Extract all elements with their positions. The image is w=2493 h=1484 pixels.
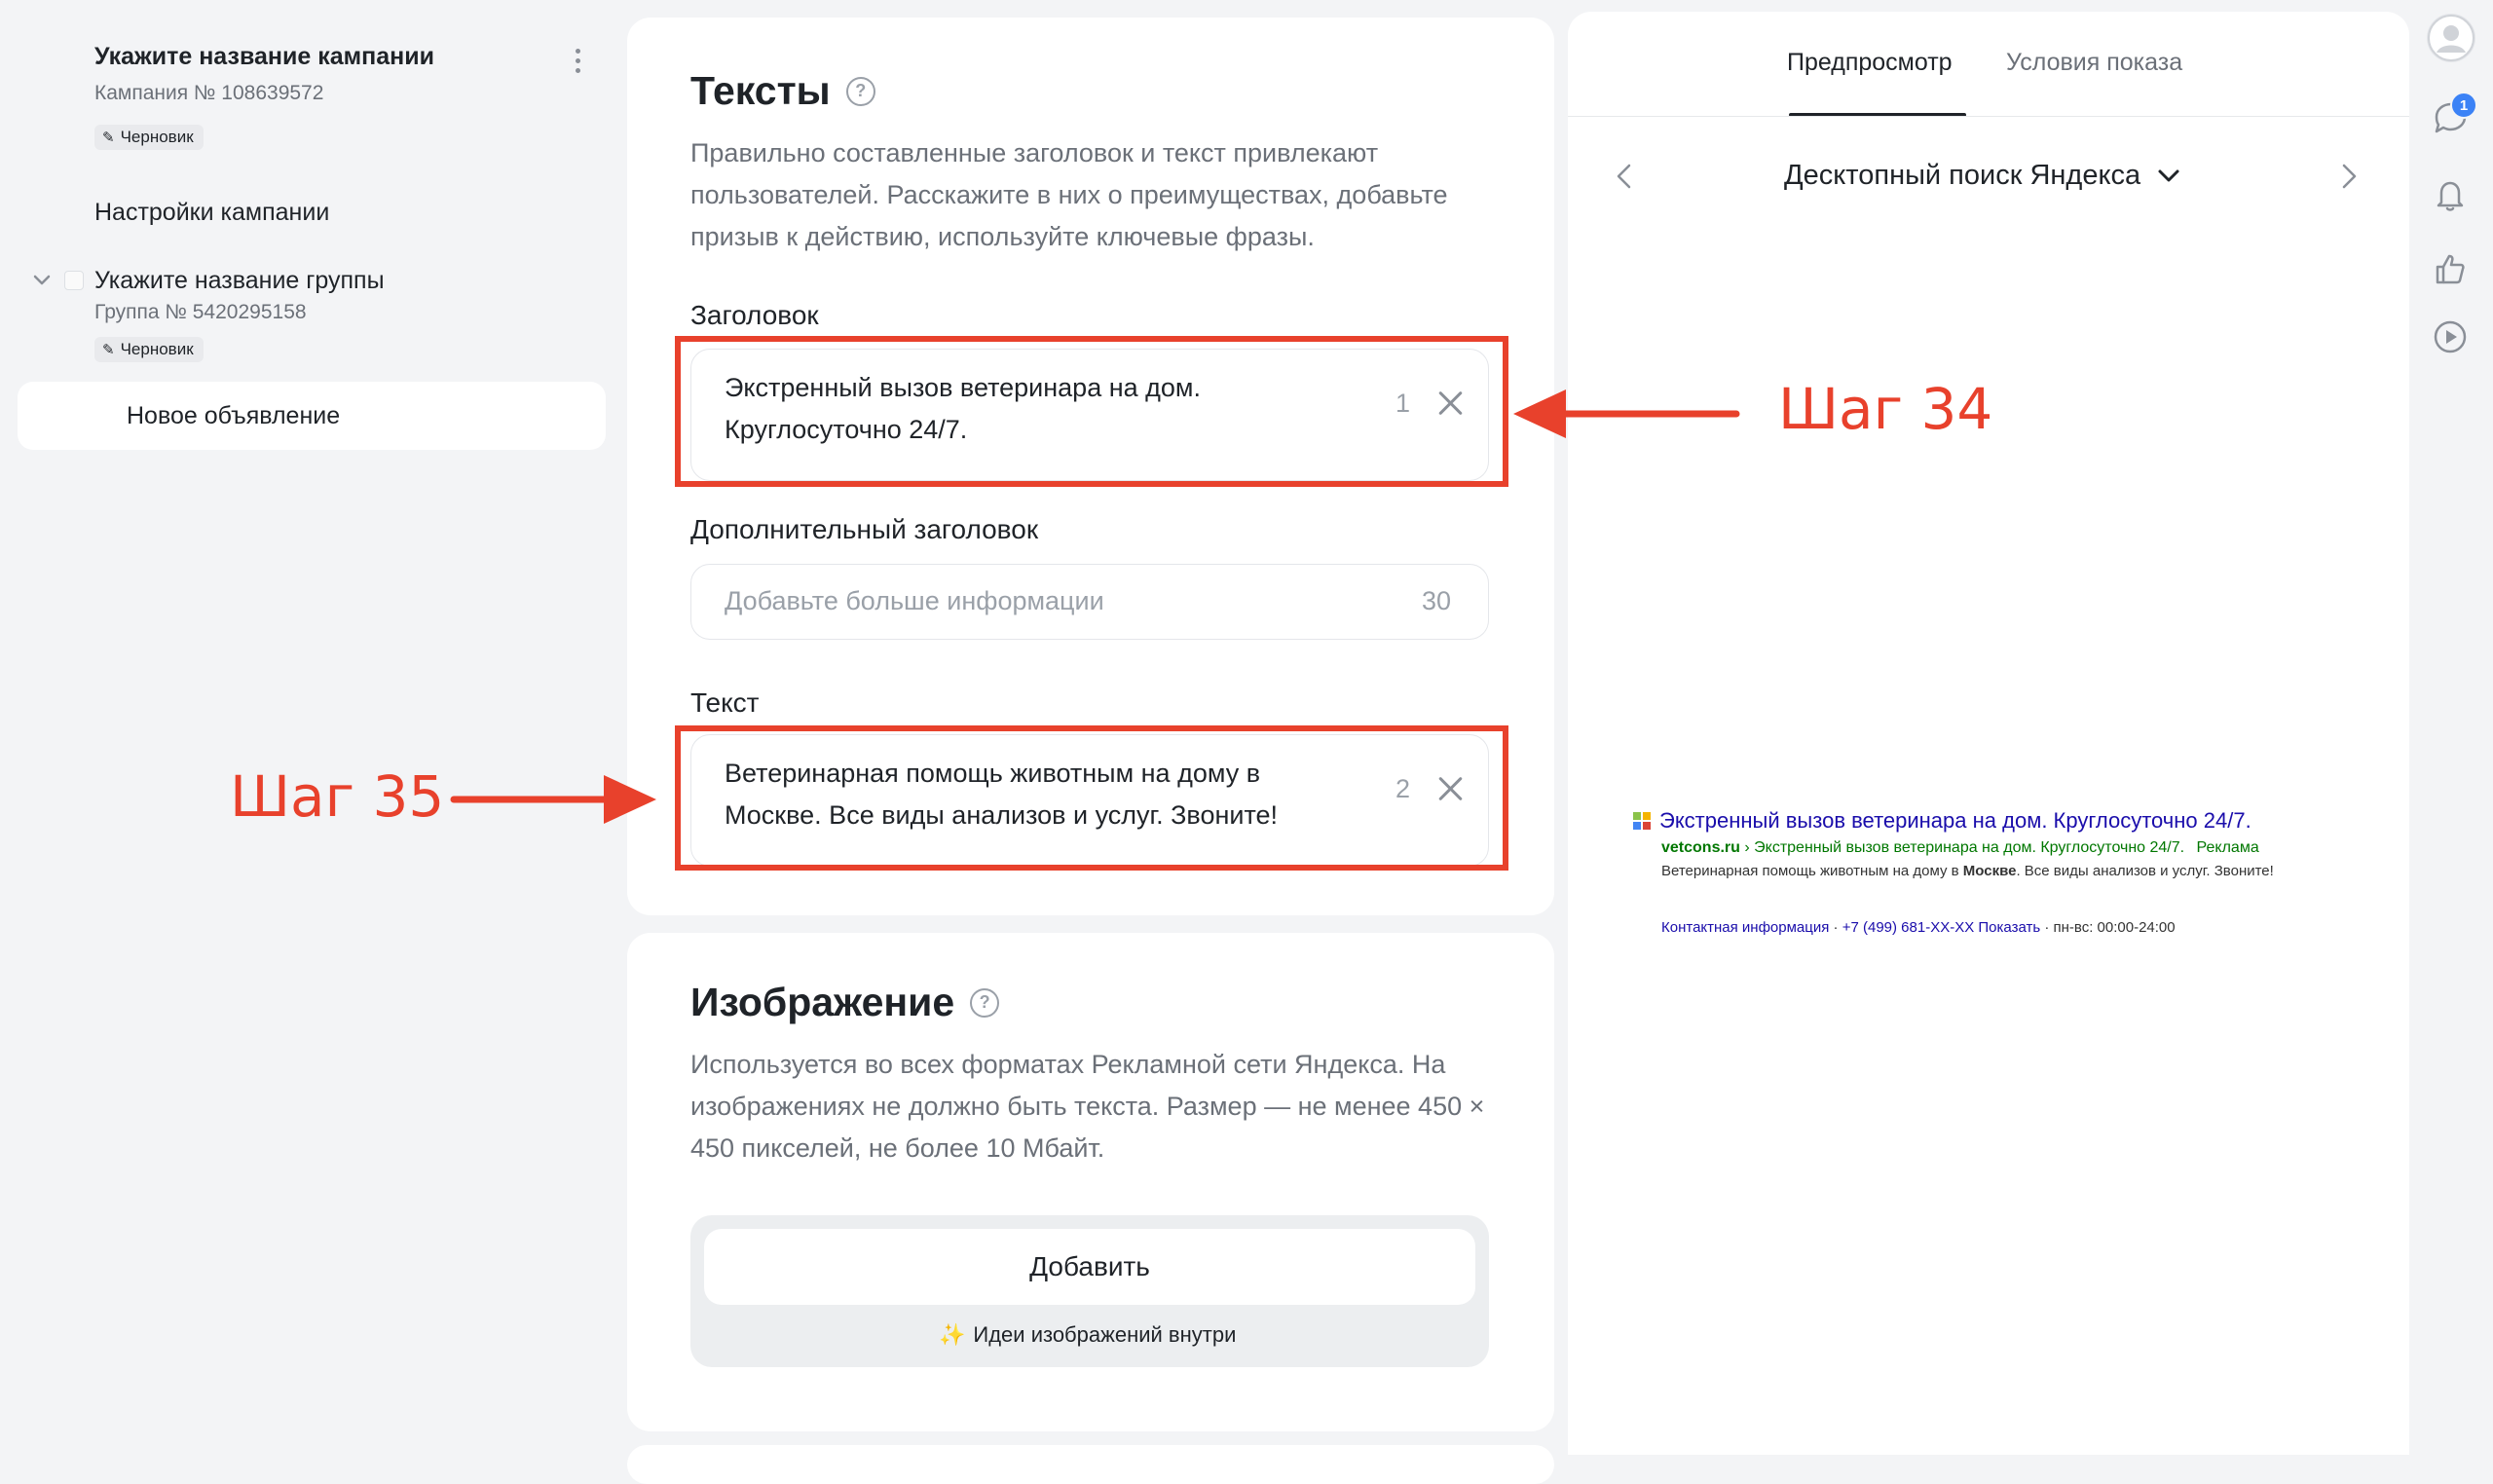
image-heading [690, 980, 999, 1025]
ad-preview-title[interactable] [1632, 808, 2251, 834]
sidebar-item-new-ad[interactable] [18, 382, 606, 450]
ad-preview-sitelinks: Контактная информация · +7 (499) 681-XX-XX Показать · пн-вс: 00:00-24:00 [1661, 919, 2176, 936]
campaign-settings-link[interactable]: Настройки кампании [94, 199, 330, 226]
campaign-sidebar [0, 0, 623, 1455]
favicon-icon [1632, 811, 1652, 831]
step34-highlight-frame [675, 336, 1508, 487]
step34-arrow [1507, 380, 1741, 448]
image-ideas-link[interactable] [939, 1322, 1236, 1348]
ad-path: › Экстренный вызов ветеринара на дом. Круглосуточно 24/7. [1744, 839, 2185, 856]
ad-phone[interactable]: +7 (499) 681-XX-XX Показать [1842, 919, 2041, 936]
add-image-button[interactable]: Добавить [704, 1229, 1475, 1305]
texts-title: Тексты [690, 68, 831, 113]
image-description: Используется во всех форматах Рекламной сети Яндекса. На изображениях не должно быть текста. Размер — не менее 450 × 450 пикселей, не более 10 Мбайт. [690, 1050, 1485, 1163]
headline-label: Заголовок [690, 300, 819, 330]
ad-label: Реклама [2196, 839, 2259, 856]
campaign-title[interactable]: Укажите название кампании [94, 43, 434, 70]
ad-contact-link[interactable]: Контактная информация [1661, 919, 1830, 936]
extra-headline-counter: 30 [1422, 586, 1452, 615]
help-icon[interactable]: ? [970, 988, 999, 1018]
step35-label: Шаг 35 [230, 763, 445, 830]
extra-headline-field[interactable] [690, 564, 1489, 640]
ad-text-part: Ветеринарная помощь животным на дому в [1661, 863, 1963, 879]
play-icon[interactable] [2431, 317, 2470, 356]
more-options-icon[interactable] [563, 43, 592, 78]
ad-hours: пн-вс: 00:00-24:00 [2053, 919, 2176, 936]
bell-icon[interactable] [2431, 175, 2470, 214]
preview-panel [1568, 12, 2409, 1455]
group-title[interactable]: Укажите название группы [94, 267, 385, 294]
help-icon[interactable]: ? [846, 77, 875, 106]
thumbs-up-icon[interactable] [2431, 249, 2470, 288]
chevron-right-icon[interactable] [2333, 162, 2363, 191]
tabs-divider [1568, 116, 2409, 117]
group-number: Группа № 5420295158 [94, 301, 307, 323]
step35-arrow [448, 765, 662, 834]
ad-domain: vetcons.ru [1661, 839, 1740, 856]
next-card [627, 1445, 1554, 1484]
chevron-down-icon [2156, 164, 2181, 189]
campaign-status-badge [94, 125, 204, 150]
image-title: Изображение [690, 980, 955, 1024]
image-ideas-label: Идеи изображений внутри [973, 1322, 1237, 1347]
text-label: Текст [690, 687, 760, 718]
notification-badge: 1 [2450, 92, 2477, 119]
ad-preview-text [1661, 861, 2324, 882]
texts-heading [690, 68, 875, 114]
group-checkbox[interactable] [64, 271, 84, 290]
ad-preview-title-text: Экстренный вызов ветеринара на дом. Круглосуточно 24/7. [1659, 808, 2251, 833]
tab-preview[interactable]: Предпросмотр [1787, 49, 1953, 76]
sparkle-icon: ✨ [939, 1322, 966, 1347]
headline-counter: 1 [1395, 389, 1411, 418]
chevron-left-icon[interactable] [1611, 162, 1640, 191]
step34-label: Шаг 34 [1778, 376, 1993, 442]
image-upload-area [690, 1215, 1489, 1367]
ad-text-counter: 2 [1395, 774, 1411, 803]
tab-show-conditions[interactable]: Условия показа [2006, 49, 2183, 76]
image-card [627, 933, 1554, 1431]
device-label: Десктопный поиск Яндекса [1784, 160, 2141, 191]
new-ad-label: Новое объявление [127, 401, 341, 429]
user-avatar[interactable] [2427, 14, 2475, 62]
campaign-status-label: Черновик [120, 128, 194, 146]
texts-description: Правильно составленные заголовок и текст привлекают пользователей. Расскажите в них о преимуществах, добавьте призыв к действию, используйте ключевые фразы. [690, 138, 1448, 251]
ad-text-value[interactable]: Ветеринарная помощь животным на дому в Москве. Все виды анализов и услуг. Звоните! [725, 759, 1279, 830]
pencil-icon: ✎ [102, 342, 115, 358]
extra-headline-placeholder[interactable]: Добавьте больше информации [725, 586, 1104, 615]
group-status-label: Черновик [120, 340, 194, 358]
campaign-number: Кампания № 108639572 [94, 82, 324, 104]
pencil-icon: ✎ [102, 130, 115, 146]
ad-text-bold: Москве [1962, 863, 2017, 879]
extra-headline-label: Дополнительный заголовок [690, 514, 1039, 544]
device-selector[interactable] [1784, 160, 2181, 192]
headline-value[interactable]: Экстренный вызов ветеринара на дом. Круглосуточно 24/7. [725, 373, 1201, 444]
ad-text-part: . Все виды анализов и услуг. Звоните! [2016, 863, 2274, 879]
group-status-badge [94, 337, 204, 362]
step35-highlight-frame [675, 725, 1508, 871]
ad-preview-url[interactable] [1661, 839, 2259, 857]
chevron-down-icon[interactable] [31, 269, 53, 290]
